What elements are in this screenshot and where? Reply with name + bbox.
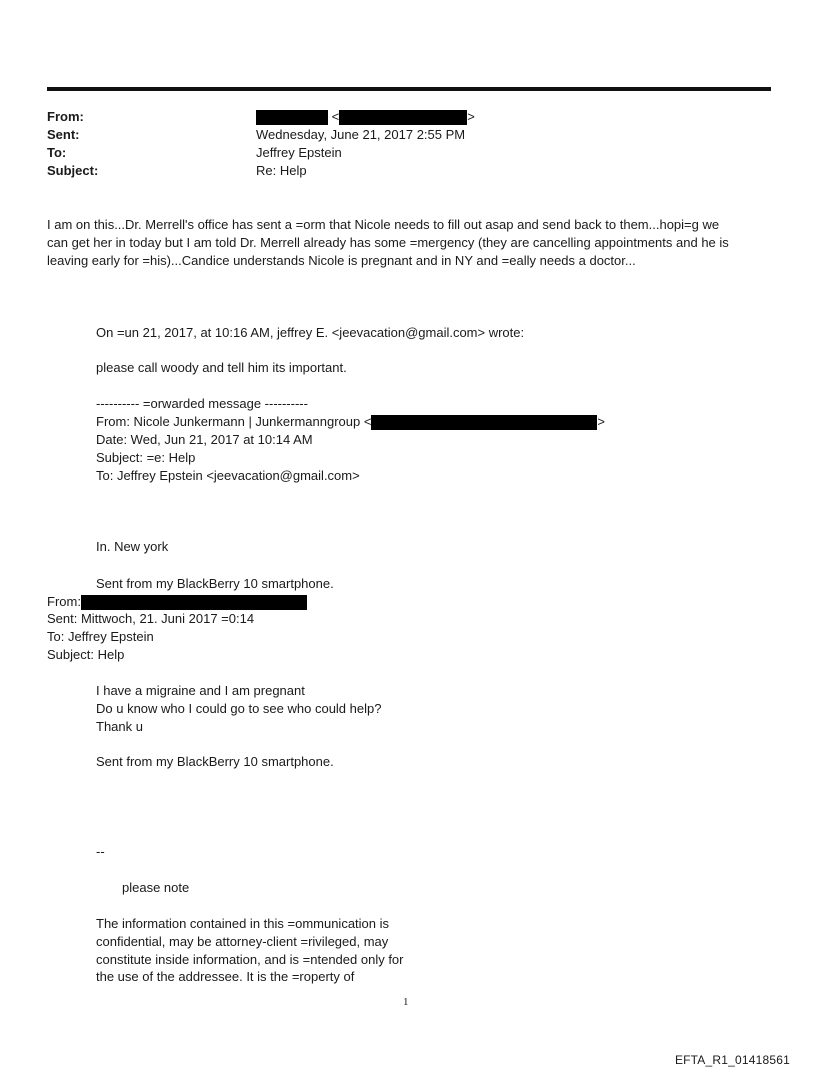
sent-label: Sent: (47, 127, 80, 142)
disclaimer-line-1: The information contained in this =ommunication is (96, 916, 390, 931)
to-value: Jeffrey Epstein (256, 145, 342, 160)
to-row (47, 144, 747, 162)
from-label: From: (47, 109, 84, 124)
from-value (256, 108, 475, 126)
original-sent: Sent: Mittwoch, 21. Juni 2017 =0:14 (47, 611, 255, 626)
body-line-3: leaving early for =his)...Candice understands Nicole is pregnant and in NY and =eally needs a doctor... (47, 253, 636, 268)
original-sent-from: Sent from my BlackBerry 10 smartphone. (96, 754, 334, 769)
disclaimer-line-2: confidential, may be attorney-client =rivileged, may (96, 934, 389, 949)
document-id: EFTA_R1_01418561 (674, 1053, 790, 1067)
header-rule (47, 87, 771, 91)
please-note: please note (122, 880, 190, 895)
forwarded-to: To: Jeffrey Epstein <jeevacation@gmail.com> (96, 468, 360, 483)
page-number: 1 (403, 996, 409, 1008)
sent-from-line: Sent from my BlackBerry 10 smartphone. (96, 576, 334, 591)
from-gt: > (467, 109, 475, 124)
disclaimer-line-4: the use of the addressee. It is the =roperty of (96, 969, 355, 984)
body-line-1: I am on this...Dr. Merrell's office has sent a =orm that Nicole needs to fill out asap and send back to them...hopi=g we (47, 217, 720, 232)
original-line-2: Do u know who I could go to see who could help? (96, 701, 382, 716)
subject-label: Subject: (47, 163, 99, 178)
email-header (47, 108, 747, 180)
body-line-2: can get her in today but I am told Dr. Merrell already has some =mergency (they are cancelling appointments and he is (47, 235, 729, 250)
redaction-box (339, 110, 467, 125)
original-to: To: Jeffrey Epstein (47, 629, 154, 644)
redaction-box (256, 110, 328, 125)
quoted-wrote-line: On =un 21, 2017, at 10:16 AM, jeffrey E. <jeevacation@gmail.com> wrote: (96, 325, 525, 340)
redaction-box (371, 415, 597, 430)
sent-row (47, 126, 747, 144)
original-subject: Subject: Help (47, 647, 125, 662)
from-lt: < (331, 109, 340, 124)
original-from (47, 593, 777, 611)
signature-dashes: -- (96, 844, 105, 859)
original-from-label: From: (47, 594, 81, 609)
quoted-message: please call woody and tell him its important. (96, 360, 347, 375)
disclaimer-line-3: constitute inside information, and is =ntended only for (96, 952, 404, 967)
original-line-3: Thank u (96, 719, 143, 734)
to-label: To: (47, 145, 67, 160)
forwarded-marker: ---------- =orwarded message ---------- (96, 396, 308, 411)
redaction-box (81, 595, 307, 610)
forwarded-subject: Subject: =e: Help (96, 450, 196, 465)
from-row (47, 108, 747, 126)
sent-value: Wednesday, June 21, 2017 2:55 PM (256, 127, 466, 142)
subject-value: Re: Help (256, 163, 307, 178)
forwarded-date: Date: Wed, Jun 21, 2017 at 10:14 AM (96, 432, 313, 447)
original-line-1: I have a migraine and I am pregnant (96, 683, 305, 698)
location-line: In. New york (96, 539, 169, 554)
forwarded-from (96, 413, 816, 431)
forwarded-from-text: From: Nicole Junkermann | Junkermanngroup < (96, 414, 372, 429)
subject-row (47, 162, 747, 180)
forwarded-from-gt: > (597, 414, 606, 429)
